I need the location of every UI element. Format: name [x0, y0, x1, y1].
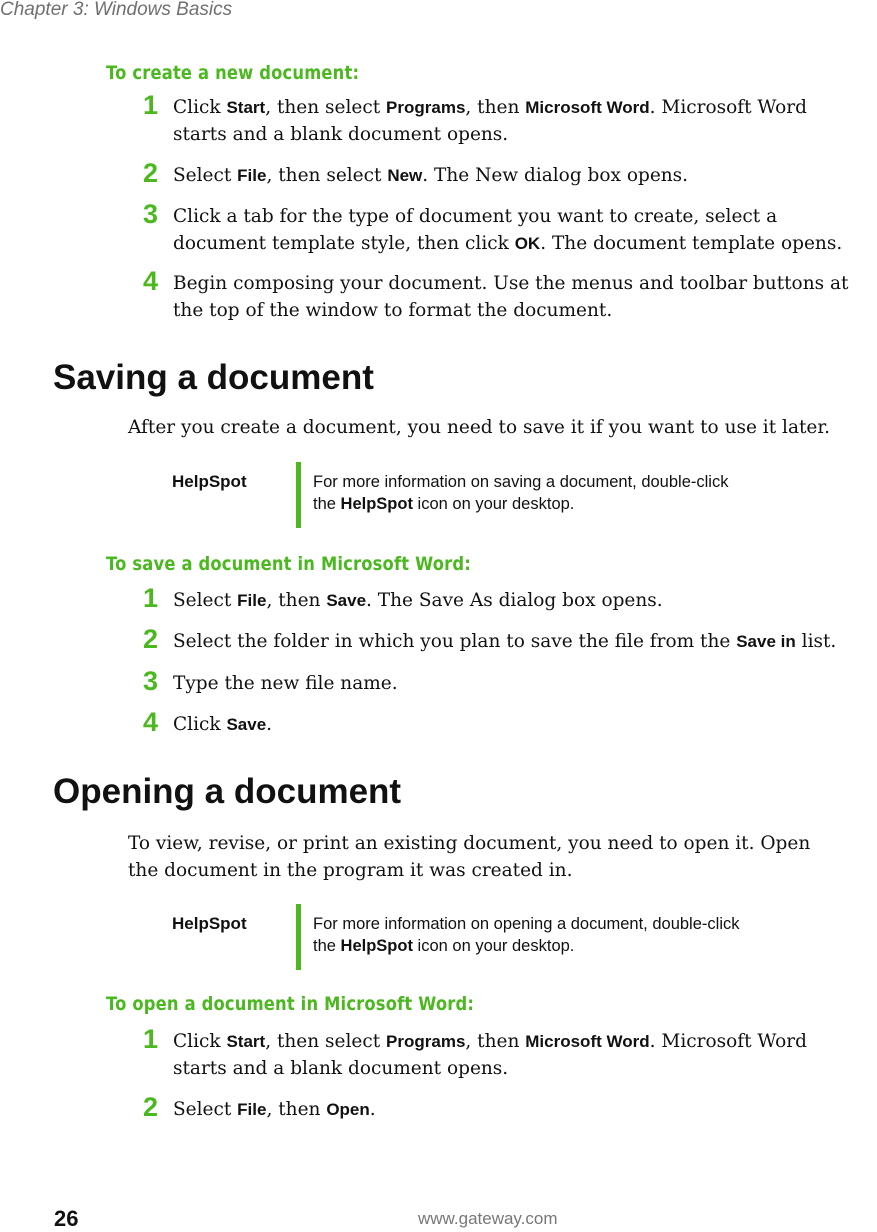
section-title-saving: Saving a document [53, 358, 374, 397]
chapter-header: Chapter 3: Windows Basics [0, 0, 233, 20]
ui-term-ok: OK [514, 234, 541, 253]
footer-url: www.gateway.com [418, 1209, 558, 1228]
ui-term-start: Start [226, 98, 266, 117]
step-text: Select File, then Open. [173, 1099, 376, 1120]
step-text: Select the folder in which you plan to save the file from the Save in list. [173, 631, 837, 652]
step-number: 4 [143, 707, 159, 737]
step-number: 3 [143, 199, 159, 229]
procedure-title-create: To create a new document: [106, 62, 360, 84]
ui-term-save: Save [326, 591, 367, 610]
step-number: 2 [143, 1092, 159, 1122]
helpspot-label: HelpSpot [172, 914, 247, 933]
step-text: Click Start, then select Programs, then Microsoft Word. Microsoft Word starts and a blank document opens. [173, 97, 807, 145]
ui-term-programs: Programs [386, 1032, 466, 1051]
opening-intro: To view, revise, or print an existing document, you need to open it. Open the document in the program it was created in. [128, 833, 811, 881]
ui-term-microsoft-word: Microsoft Word [525, 98, 650, 117]
step-text: Click Save. [173, 714, 273, 735]
ui-term-open: Open [326, 1100, 370, 1119]
step-text: Type the new file name. [173, 673, 398, 694]
step-number: 1 [143, 1024, 159, 1054]
step-text: Click Start, then select Programs, then Microsoft Word. Microsoft Word starts and a blank document opens. [173, 1031, 807, 1079]
step-text: Select File, then select New. The New dialog box opens. [173, 165, 689, 186]
helpspot-divider [296, 904, 301, 970]
ui-term-start: Start [226, 1032, 266, 1051]
saving-intro: After you create a document, you need to save it if you want to use it later. [128, 417, 831, 438]
ui-term-file: File [237, 166, 267, 185]
ui-term-file: File [237, 1100, 267, 1119]
step-number: 4 [143, 266, 159, 296]
helpspot-label: HelpSpot [172, 472, 247, 491]
helpspot-text: For more information on saving a document, double-click the HelpSpot icon on your desktop. [313, 473, 729, 513]
step-number: 2 [143, 624, 159, 654]
helpspot-saving [0, 462, 877, 534]
step-number: 1 [143, 90, 159, 120]
procedure-title-open: To open a document in Microsoft Word: [106, 993, 475, 1015]
helpspot-text: For more information on opening a document, double-click the HelpSpot icon on your desktop. [313, 915, 740, 955]
step-number: 3 [143, 666, 159, 696]
ui-term-save-in: Save in [736, 632, 796, 651]
section-title-opening: Opening a document [53, 772, 402, 811]
ui-term-microsoft-word: Microsoft Word [525, 1032, 650, 1051]
ui-term-programs: Programs [386, 98, 466, 117]
procedure-title-save: To save a document in Microsoft Word: [106, 553, 471, 575]
step-number: 1 [143, 583, 159, 613]
page-number: 26 [54, 1206, 79, 1231]
step-text: Select File, then Save. The Save As dialog box opens. [173, 590, 663, 611]
ui-term-file: File [237, 591, 267, 610]
step-text: Click a tab for the type of document you want to create, select a document template style, then click OK. The document template opens. [173, 206, 843, 254]
helpspot-divider [296, 462, 301, 528]
ui-term-new: New [387, 166, 423, 185]
step-number: 2 [143, 158, 159, 188]
step-text: Begin composing your document. Use the menus and toolbar buttons at the top of the window to format the document. [173, 273, 849, 321]
helpspot-opening [0, 904, 877, 976]
ui-term-save: Save [226, 715, 267, 734]
